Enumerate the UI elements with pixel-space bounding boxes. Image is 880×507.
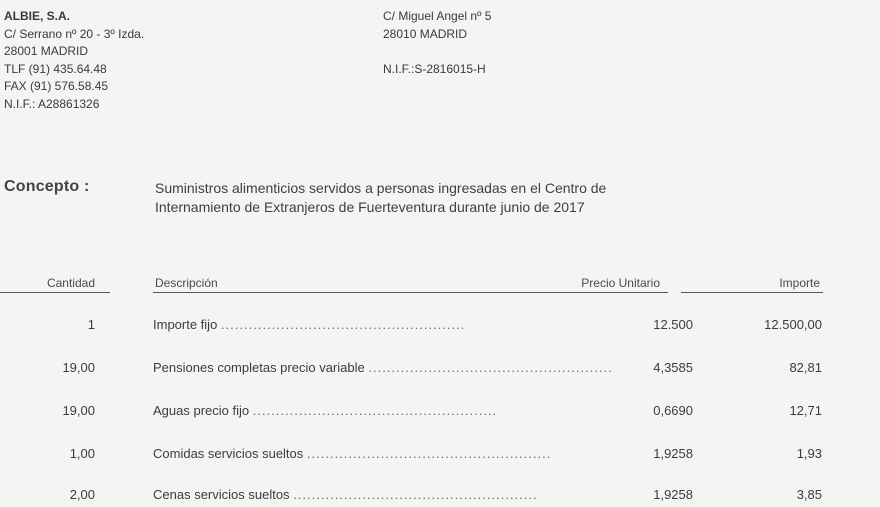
row-description (153, 446, 552, 461)
dot-leader: ..................................................... (220, 317, 466, 332)
header-amount: Importe (779, 276, 820, 290)
sender-block (4, 8, 144, 113)
row-quantity: 1,00 (69, 446, 95, 461)
row-description-text: Cenas servicios sueltos (153, 487, 290, 502)
row-amount: 12,71 (789, 403, 822, 418)
sender-nif: N.I.F.: A28861326 (4, 96, 100, 111)
header-underline-quantity (0, 292, 110, 293)
row-amount: 3,85 (796, 487, 822, 502)
sender-phone: TLF (91) 435.64.48 (4, 61, 107, 76)
row-amount: 1,93 (796, 446, 822, 461)
row-description (153, 487, 538, 502)
header-underline-amount (681, 292, 823, 293)
header-quantity: Cantidad (46, 276, 95, 290)
dot-leader: ..................................................... (252, 403, 498, 418)
row-unit-price: 0,6690 (653, 403, 693, 418)
recipient-city: 28010 MADRID (383, 26, 468, 41)
row-quantity: 19,00 (62, 403, 95, 418)
row-quantity: 1 (87, 317, 95, 332)
row-description-text: Aguas precio fijo (153, 403, 250, 418)
recipient-nif: N.I.F.:S-2816015-H (383, 61, 486, 76)
row-amount: 12.500,00 (764, 317, 822, 332)
row-amount: 82,81 (789, 360, 822, 375)
sender-name: ALBIE, S.A. (4, 9, 71, 23)
dot-leader: ..................................................... (293, 487, 538, 502)
recipient-address: C/ Miguel Angel nº 5 (383, 9, 492, 23)
table-row (0, 487, 880, 507)
header-underline-description (153, 292, 668, 293)
row-description (153, 360, 613, 375)
dot-leader: ..................................................... (368, 360, 613, 375)
concept-text (155, 179, 606, 217)
row-description-text: Comidas servicios sueltos (153, 446, 304, 461)
concept-label: Concepto : (4, 178, 90, 195)
sender-address: C/ Serrano nº 20 - 3º Izda. (4, 26, 145, 41)
table-row (0, 360, 880, 380)
row-quantity: 19,00 (62, 360, 95, 375)
row-description (153, 403, 513, 418)
table-row (0, 317, 880, 337)
row-quantity: 2,00 (69, 487, 95, 502)
row-unit-price: 12.500 (653, 317, 693, 332)
concept-line-1: Suministros alimenticios servidos a personas ingresadas en el Centro de (155, 180, 607, 196)
header-unit-price: Precio Unitario (581, 276, 660, 290)
table-row (0, 446, 880, 466)
recipient-block (383, 8, 491, 78)
row-description (153, 317, 513, 332)
dot-leader: ..................................................... (306, 446, 552, 461)
row-unit-price: 1,9258 (653, 446, 693, 461)
concept-line-2: Internamiento de Extranjeros de Fuerteventura durante junio de 2017 (155, 199, 585, 215)
header-description: Descripción (155, 276, 218, 290)
sender-city: 28001 MADRID (4, 44, 89, 58)
row-unit-price: 1,9258 (653, 487, 693, 502)
row-unit-price: 4,3585 (653, 360, 693, 375)
row-description-text: Pensiones completas precio variable (153, 360, 365, 375)
table-row (0, 403, 880, 423)
row-description-text: Importe fijo (153, 317, 218, 332)
sender-fax: FAX (91) 576.58.45 (4, 79, 109, 93)
